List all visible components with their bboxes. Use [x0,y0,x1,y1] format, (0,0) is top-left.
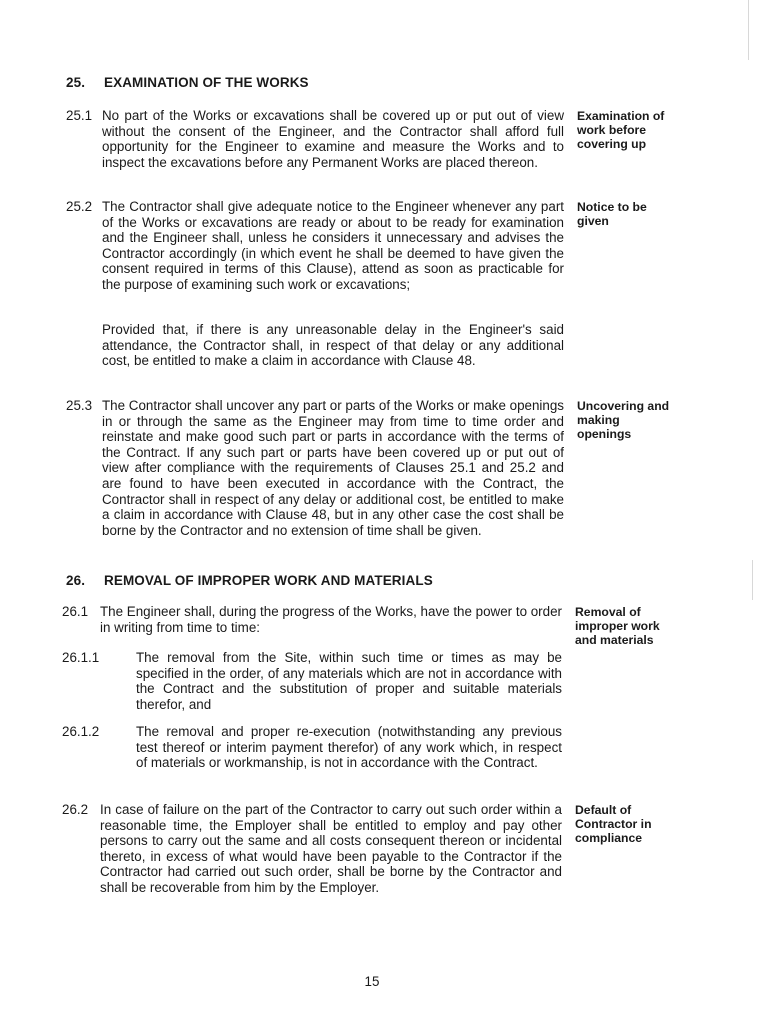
clause-25-3 [66,398,676,538]
clause-text: The Engineer shall, during the progress of the Works, have the power to order in writing from time to time: [100,604,562,635]
margin-note: Examination of work before covering up [577,109,665,151]
subclause-26-1-1 [62,650,672,712]
page-number: 15 [364,974,380,989]
section-number: 26. [66,573,86,588]
clause-25-2-proviso-wrap [66,322,676,369]
margin-note: Notice to be given [577,200,647,228]
margin-note: Uncovering and making openings [577,399,670,441]
clause-text: No part of the Works or excavations shall be covered up or put out of view without the consent of the Engineer, and the Contractor shall afford full opportunity for the Engineer to examine and measure the Works and to inspect the excavations before any Permanent Works are placed thereon. [102,108,564,170]
clause-26-2 [62,802,672,896]
clause-25-2 [66,199,676,293]
section-heading-26 [66,573,676,588]
proviso-text: Provided that, if there is any unreasonable delay in the Engineer's said attendance, the Contractor shall, in respect of that delay or any additional cost, be entitled to make a claim in accordance with Clause 48. [102,322,564,369]
section-title: EXAMINATION OF THE WORKS [104,75,309,90]
clause-number: 26.2 [62,802,89,817]
clause-text: In case of failure on the part of the Contractor to carry out such order within a reasonable time, the Employer shall be entitled to employ and pay other persons to carry out the same and all costs consequent thereon or incidental thereto, in excess of what would have been payable to the Contractor if the Contractor had carried out such order, shall be borne by the Contractor and shall be recoverable from him by the Employer. [100,802,562,895]
clause-text: The Contractor shall uncover any part or parts of the Works or make openings in or through the same as the Engineer may from time to time order and reinstate and make good such part or parts in accordance with the terms of the Contract. If any such part or parts have been covered up or put out of view after compliance with the requirements of Clauses 25.1 and 25.2 and are found to have been executed in accordance with the Contract, the Contractor shall in respect of any delay or additional cost, be entitled to make a claim in accordance with Clause 48, but in any other case the cost shall be borne by the Contractor and no extension of time shall be given. [102,398,564,538]
clause-text: The Contractor shall give adequate notice to the Engineer whenever any part of the Works or excavations are ready or about to be ready for examination and the Engineer shall, unless he considers it unnecessary and advises the Contractor accordingly (in which event he shall be deemed to have given the consent required in terms of this Clause), attend as soon as practicable for the purpose of examining such work or excavations; [102,199,564,292]
subclause-26-1-2 [62,724,672,771]
subclause-text: The removal and proper re-execution (notwithstanding any previous test thereof or interim payment therefor) of any work which, in respect of materials or workmanship, is not in accordance with the Contract. [136,724,562,771]
clause-number: 25.1 [66,108,93,123]
scan-edge-mark [752,560,753,600]
subclause-text: The removal from the Site, within such time or times as may be specified in the order, of any materials which are not in accordance with the Contract and the substitution of proper and suitable materials therefor, and [136,650,562,712]
subclause-number: 26.1.1 [62,650,100,665]
section-title: REMOVAL OF IMPROPER WORK AND MATERIALS [104,573,433,588]
subclause-number: 26.1.2 [62,724,100,739]
margin-note: Default of Contractor in compliance [575,803,652,845]
clause-number: 25.3 [66,398,93,413]
clause-25-1 [66,108,676,170]
section-heading-25 [66,75,676,90]
clause-number: 25.2 [66,199,93,214]
margin-note: Removal of improper work and materials [575,605,660,647]
clause-number: 26.1 [62,604,89,619]
section-number: 25. [66,75,86,90]
scan-edge-mark [748,0,749,60]
clause-26-1 [62,604,672,647]
